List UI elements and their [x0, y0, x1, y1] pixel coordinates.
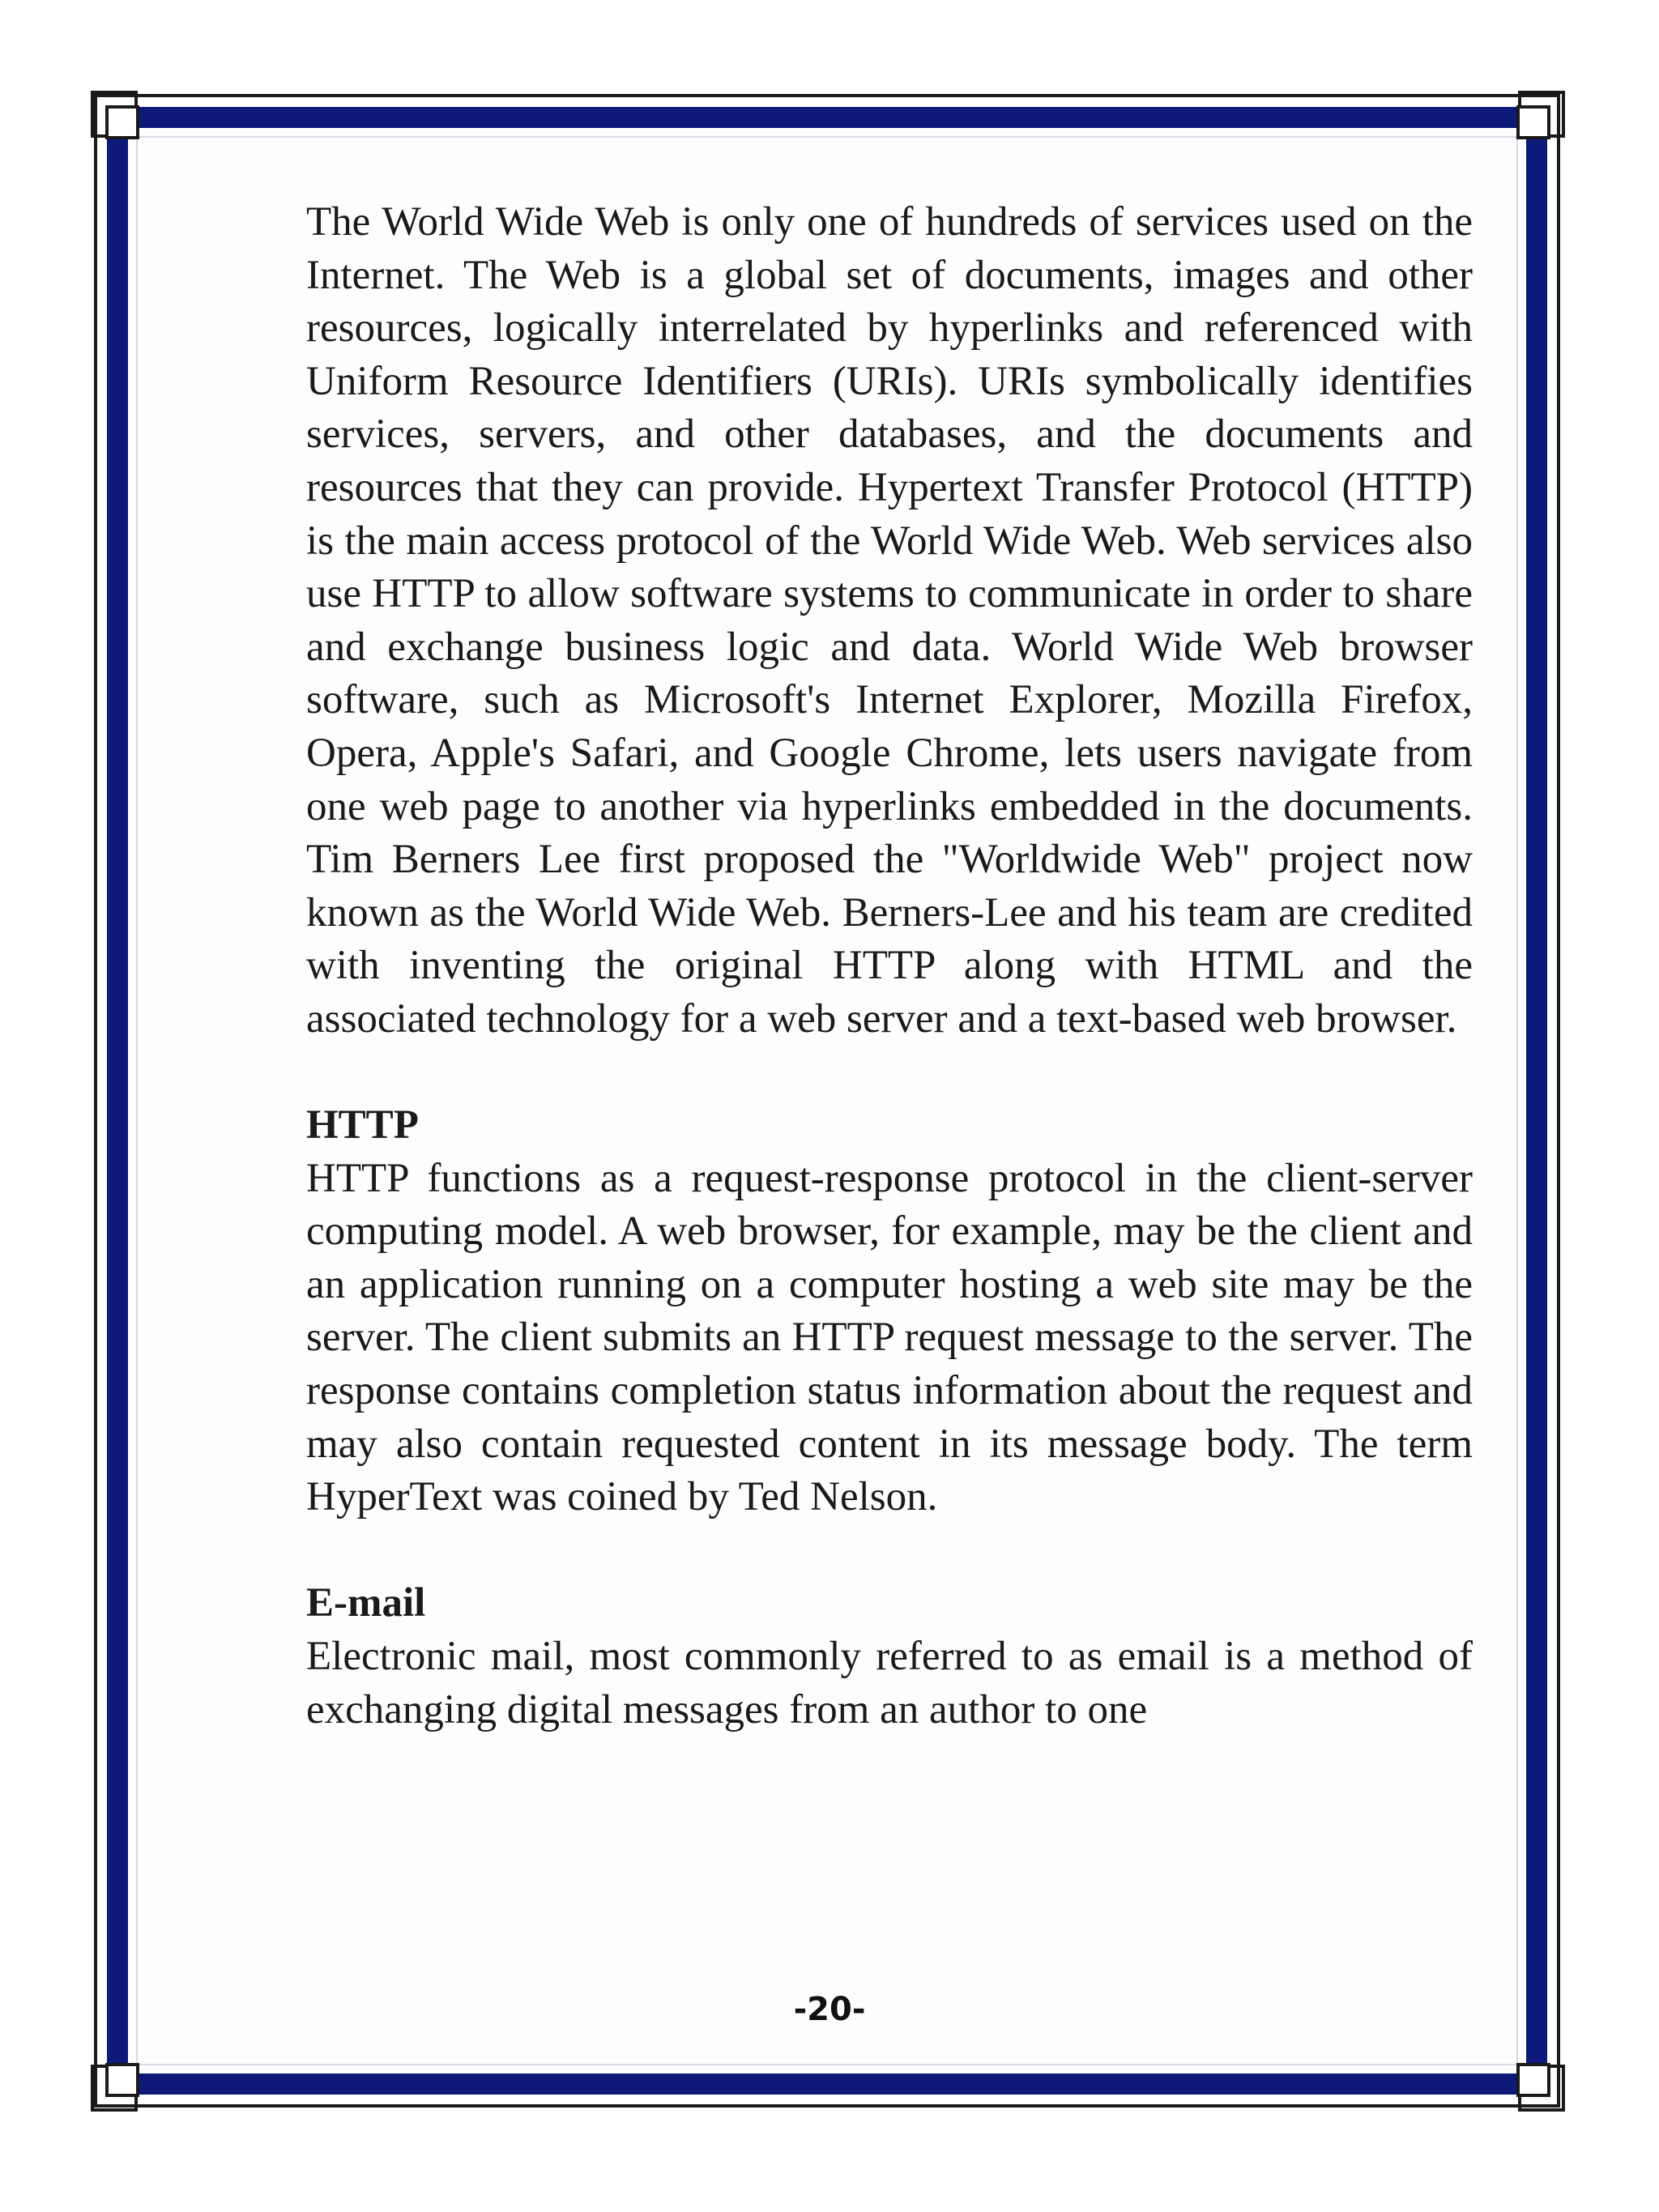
corner-ornament-bottom-left	[91, 2055, 147, 2112]
section-heading-http: HTTP	[306, 1102, 419, 1149]
corner-ornament-top-right	[1508, 91, 1565, 147]
page-content	[306, 196, 1473, 1737]
corner-ornament-top-left	[91, 91, 147, 147]
section-heading-email: E-mail	[306, 1580, 426, 1626]
page-number: -20-	[793, 1991, 866, 2028]
corner-ornament-bottom-right	[1508, 2055, 1565, 2112]
intro-paragraph: The World Wide Web is only one of hundreds of services used on the Internet. The Web is a global set of documents, images and other resources, logically interrelated by hyperlinks and referenced with Uniform Resource Identifiers (URIs). URIs symbolically identifies services, servers, and other databases, and the documents and resources that they can provide. Hypertext Transfer Protocol (HTTP) is the main access protocol of the World Wide Web. Web services also use HTTP to allow software systems to communicate in order to share and exchange business logic and data. World Wide Web browser software, such as Microsoft's Internet Explorer, Mozilla Firefox, Opera, Apple's Safari, and Google Chrome, lets users navigate from one web page to another via hyperlinks embedded in the documents. Tim Berners Lee first proposed the "Worldwide Web" project now known as the World Wide Web. Berners-Lee and his team are credited with inventing the original HTTP along with HTML and the associated technology for a web server and a text-based web browser.	[306, 199, 1473, 1042]
http-paragraph: HTTP functions as a request-response protocol in the client-server computing model. A web browser, for example, may be the client and an application running on a computer hosting a web site may be the server. The client submits an HTTP request message to the server. The response contains completion status information about the request and may also contain requested content in its message body. The term HyperText was coined by Ted Nelson.	[306, 1155, 1473, 1520]
email-paragraph: Electronic mail, most commonly referred to as email is a method of exchanging digital messages from an author to one	[306, 1634, 1473, 1733]
